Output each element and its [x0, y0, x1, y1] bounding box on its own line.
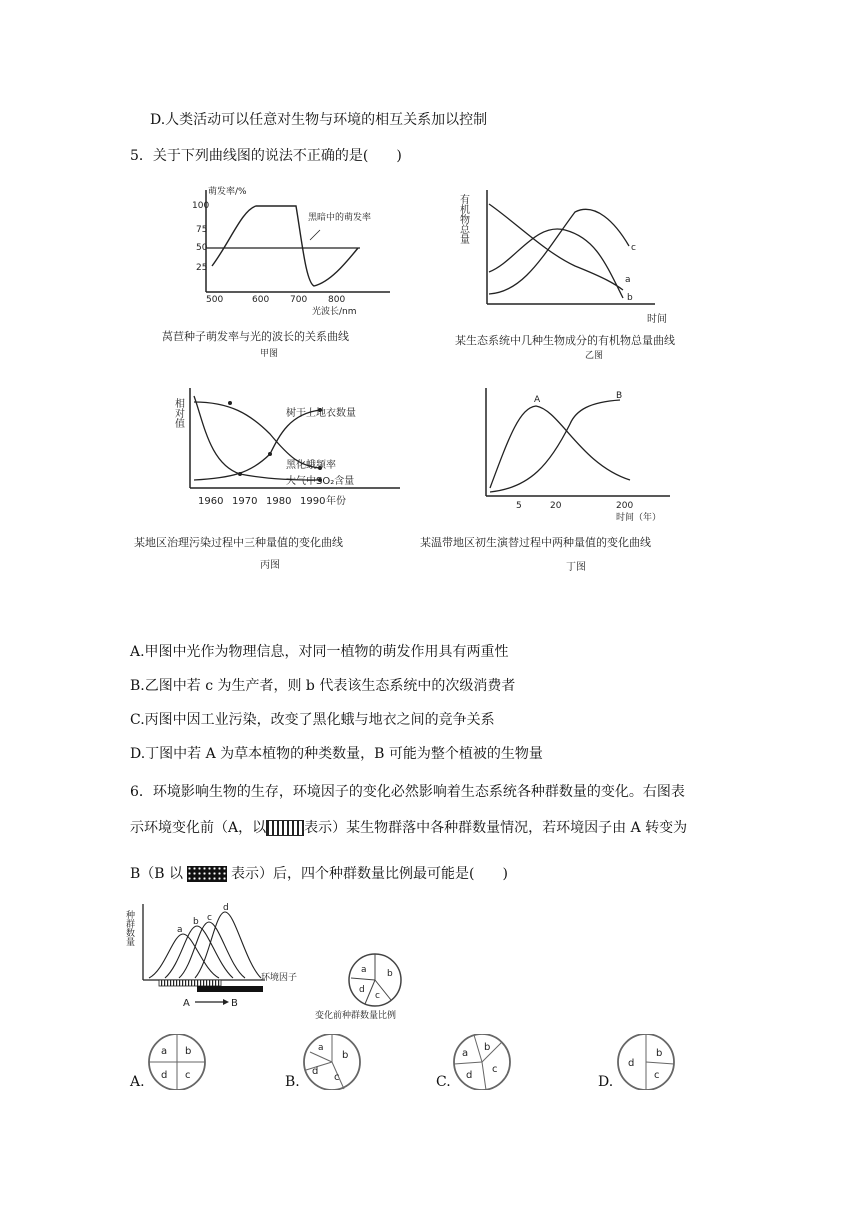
pie-choice-c[interactable]: [450, 1034, 514, 1094]
svg-text:d: d: [628, 1058, 635, 1069]
q6-line1: 6．环境影响生物的生存，环境因子的变化必然影响着生态系统各种群数量的变化。右图表: [130, 784, 685, 800]
pie-choice-a[interactable]: [145, 1034, 209, 1094]
q4-option-d: D.人类活动可以任意对生物与环境的相互关系加以控制: [150, 112, 488, 128]
yi-caption: 某生态系统中几种生物成分的有机物总量曲线: [455, 334, 675, 347]
svg-text:c: c: [654, 1070, 660, 1081]
svg-text:500: 500: [206, 295, 224, 305]
graph-bing: [130, 384, 430, 578]
jia-ylabel: 萌发率/%: [208, 187, 247, 197]
svg-text:d: d: [359, 985, 365, 995]
svg-text:b: b: [627, 293, 633, 303]
bing-series-2: 大气中SO₂含量: [286, 476, 355, 487]
svg-text:a: a: [318, 1043, 324, 1053]
svg-text:b: b: [656, 1048, 663, 1059]
svg-text:25: 25: [196, 263, 208, 273]
svg-text:c: c: [375, 991, 380, 1001]
q5-option-a: A.甲图中光作为物理信息，对同一植物的萌发作用具有两重性: [130, 644, 509, 660]
arrow-to-label: B: [231, 998, 238, 1009]
graph-ding: [420, 384, 740, 578]
svg-text:b: b: [185, 1046, 192, 1057]
jia-name: 甲图: [260, 349, 279, 359]
svg-text:c: c: [631, 243, 636, 253]
jia-xlabel: 光波长/nm: [312, 307, 357, 317]
pie-caption: 变化前种群数量比例: [315, 1011, 397, 1021]
q6-curves-figure: [125, 900, 325, 1014]
svg-text:d: d: [161, 1070, 168, 1081]
svg-text:b: b: [484, 1042, 491, 1053]
answer-label-a[interactable]: A.: [130, 1074, 145, 1090]
graph-jia: [160, 182, 430, 366]
q5-option-c: C.丙图中因工业污染，改变了黑化蛾与地衣之间的竞争关系: [130, 712, 495, 728]
svg-text:1980: 1980: [266, 496, 292, 507]
ding-caption: 某温带地区初生演替过程中两种量值的变化曲线: [420, 536, 651, 549]
q6-line2-a: 示环境变化前（A，以: [130, 820, 267, 836]
ding-name: 丁图: [566, 562, 586, 573]
q6-line3-a: B（B 以: [130, 866, 184, 882]
q6-line3: [130, 864, 508, 884]
bing-series-0: 树干上地衣数量: [286, 408, 356, 419]
vertical-stripe-swatch: [266, 820, 304, 836]
svg-text:100: 100: [192, 201, 210, 211]
svg-text:20: 20: [550, 501, 562, 511]
svg-text:a: a: [161, 1046, 168, 1057]
svg-text:d: d: [312, 1066, 319, 1077]
svg-text:a: a: [625, 275, 631, 285]
svg-text:c: c: [334, 1072, 340, 1083]
curve-label-c: c: [207, 913, 212, 923]
dotted-swatch: [187, 866, 227, 882]
bing-name: 丙图: [260, 560, 280, 571]
q5-option-d: D.丁图中若 A 为草本植物的种类数量，B 可能为整个植被的生物量: [130, 746, 543, 762]
bing-caption: 某地区治理污染过程中三种量值的变化曲线: [134, 536, 343, 549]
pie-choice-d[interactable]: [614, 1034, 678, 1094]
bing-xlabel: 年份: [326, 496, 346, 507]
svg-text:d: d: [466, 1070, 473, 1081]
ding-series-b: B: [616, 391, 623, 401]
svg-text:600: 600: [252, 295, 270, 305]
svg-text:a: a: [361, 965, 367, 975]
ding-series-a: A: [534, 395, 541, 405]
q6-pie-before: [305, 952, 445, 1026]
q6-line2-b: 表示）某生物群落中各种群数量情况，若环境因子由 A 转变为: [304, 820, 688, 836]
svg-text:200: 200: [616, 501, 634, 511]
svg-text:c: c: [185, 1070, 191, 1081]
yi-xlabel: 时间: [647, 314, 667, 325]
svg-text:c: c: [492, 1064, 498, 1075]
pie-choice-b[interactable]: [300, 1034, 364, 1094]
svg-text:800: 800: [328, 295, 346, 305]
answer-label-b[interactable]: B.: [285, 1074, 300, 1090]
bing-ylabel: 相对值: [172, 398, 184, 428]
arrow-from-label: A: [183, 998, 190, 1009]
q6-fig-xlabel: 环境因子: [261, 973, 298, 983]
svg-text:75: 75: [196, 225, 208, 235]
svg-text:b: b: [387, 969, 393, 979]
svg-text:5: 5: [516, 501, 522, 511]
svg-text:b: b: [342, 1050, 349, 1061]
ding-xlabel: 时间（年）: [616, 513, 662, 523]
answer-label-d[interactable]: D.: [598, 1074, 614, 1090]
q6-fig-ylabel: 种群数量: [125, 910, 134, 946]
jia-caption: 莴苣种子萌发率与光的波长的关系曲线: [162, 330, 349, 343]
svg-text:1970: 1970: [232, 496, 258, 507]
svg-text:50: 50: [196, 243, 208, 253]
q6-line3-b: 表示）后，四个种群数量比例最可能是( ): [231, 866, 508, 882]
yi-ylabel: 有机物总量: [457, 194, 469, 244]
curve-label-d: d: [223, 903, 229, 913]
svg-text:a: a: [462, 1048, 469, 1059]
q5-stem: 5．关于下列曲线图的说法不正确的是( ): [130, 148, 402, 164]
answer-label-c[interactable]: C.: [436, 1074, 451, 1090]
q6-line2: [130, 818, 687, 838]
svg-text:700: 700: [290, 295, 308, 305]
q5-option-b: B.乙图中若 c 为生产者，则 b 代表该生态系统中的次级消费者: [130, 678, 516, 694]
yi-name: 乙图: [585, 351, 604, 361]
svg-text:1960: 1960: [198, 496, 224, 507]
curve-label-b: b: [193, 917, 199, 927]
curve-label-a: a: [177, 925, 183, 935]
bing-series-1: 黑化蛾频率: [286, 460, 336, 471]
graph-yi: [455, 182, 725, 366]
jia-curve-label: 黑暗中的萌发率: [308, 213, 372, 223]
svg-text:1990: 1990: [300, 496, 326, 507]
